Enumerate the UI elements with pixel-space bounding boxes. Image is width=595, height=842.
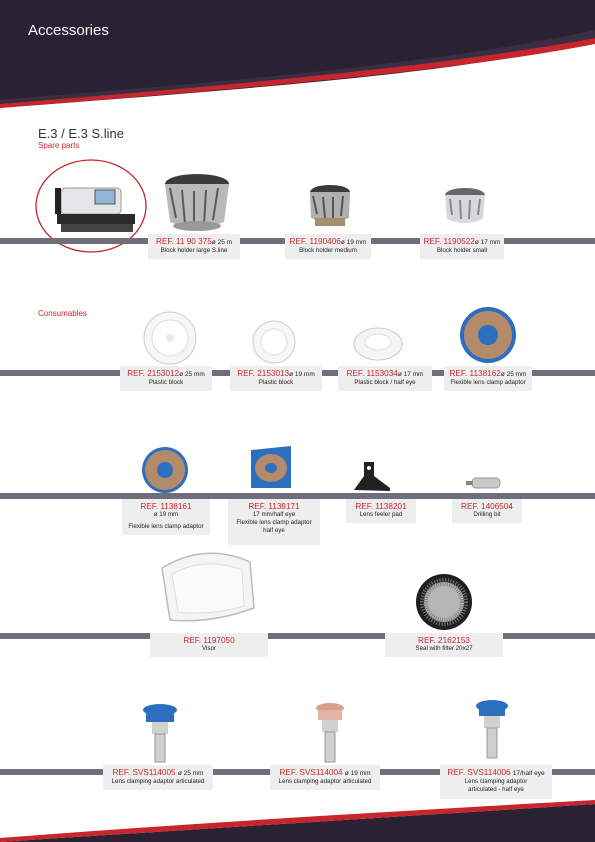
footer-banner (0, 800, 595, 842)
diameter: ø 17 mm (474, 239, 501, 246)
seal-filter-image (414, 572, 474, 632)
ref-number: REF. 1190522 (423, 237, 475, 246)
item-description-2: articulated - half eye (468, 786, 524, 793)
item-description: Seal with filter 20x27 (415, 645, 473, 652)
row-rule-4 (0, 633, 595, 639)
diameter: ø 19 mm (340, 239, 367, 246)
diameter: 17/half eye (512, 770, 545, 777)
block-holder-medium-image (305, 182, 355, 232)
item-description: Flexible lens clamp adaptor (450, 379, 526, 386)
item-card-c4 (444, 366, 532, 391)
item-description: Lens clamping adaptor (464, 778, 528, 785)
diameter: ø 19 mm (289, 371, 315, 378)
page-title: Accessories (28, 22, 109, 39)
ref-number: REF. 1138162 (449, 369, 501, 378)
ref-number: REF. 11 90 375 (155, 237, 212, 246)
item-card-r4b (385, 633, 503, 657)
lens-clamp-articulated-half-eye-image (472, 694, 512, 762)
ref-number: REF. 1197050 (183, 636, 235, 645)
drilling-bit-image (466, 476, 504, 490)
plastic-block-25-image (142, 310, 198, 366)
item-size: ø 19 mm (153, 511, 179, 518)
item-card-sp1 (148, 234, 240, 259)
ref-number: REF. 2153012 (127, 369, 180, 378)
ref-number: REF. SVS114006 (447, 768, 511, 777)
item-card-c2 (230, 366, 322, 391)
item-card-r3d (452, 499, 522, 523)
item-description: Lens clamping adaptor articulated (278, 778, 372, 785)
item-size: 17 mm/half eye (252, 511, 296, 518)
ref-number: REF. 2162153 (418, 636, 470, 645)
diameter: ø 25 mm (500, 371, 527, 378)
flexible-clamp-25-image (458, 305, 518, 365)
ref-number: REF. 1153034 (346, 369, 398, 378)
flexible-clamp-half-eye-image (245, 440, 297, 494)
item-description: Block holder large S.line (160, 247, 228, 254)
ref-number: REF. 1406504 (461, 502, 513, 511)
ref-number: REF. SVS114005 (112, 768, 176, 777)
item-description: Lens clamping adaptor articulated (111, 778, 205, 785)
item-description: Lens feeler pad (359, 511, 403, 518)
item-description: Flexible lens clamp adaptor (128, 523, 204, 530)
section-subtitle: Spare parts (38, 141, 80, 150)
item-card-r4a (150, 633, 268, 657)
item-description: Drilling bit (473, 511, 501, 518)
plastic-block-19-image (250, 318, 298, 366)
item-card-sp2 (285, 234, 371, 259)
item-card-r5a (103, 765, 213, 790)
item-description: Block holder small (436, 247, 488, 254)
section-title (38, 126, 124, 150)
header-banner (0, 0, 595, 110)
lens-clamp-articulated-25-image (140, 698, 180, 766)
diameter: ø 25 m (211, 239, 233, 246)
ref-number: REF. 1138171 (248, 502, 300, 511)
item-card-c3 (338, 366, 432, 391)
item-description: Flexible lens clamp adaptor (236, 519, 312, 526)
lens-clamp-articulated-19-image (310, 698, 350, 766)
item-description: Block holder medium (299, 247, 357, 254)
visor-image (150, 548, 260, 630)
item-description: Plastic block (258, 379, 294, 386)
item-card-r3c (346, 499, 416, 523)
flexible-clamp-19-image (140, 445, 190, 495)
item-description-2: half eye (263, 527, 285, 534)
item-description: Plastic block (148, 379, 184, 386)
diameter: ø 25 mm (177, 770, 204, 777)
section-title-text: E.3 / E.3 S.line (38, 126, 124, 141)
block-holder-small-image (440, 185, 490, 230)
item-card-r5b (270, 765, 380, 790)
diameter: ø 25 mm (179, 371, 205, 378)
item-card-sp3 (420, 234, 504, 259)
ref-number: REF. 2153013 (237, 369, 290, 378)
plastic-block-half-eye-image (352, 322, 404, 364)
item-card-r3b (228, 499, 320, 545)
ref-number: REF. 1190406 (289, 237, 341, 246)
diameter: ø 17 mm (397, 371, 424, 378)
item-card-r3a (122, 499, 210, 535)
item-card-c1 (120, 366, 212, 391)
item-description: Visor (202, 645, 216, 652)
consumables-label: Consumables (38, 309, 87, 318)
ref-number: REF. 1138201 (355, 502, 407, 511)
ref-number: REF. SVS114004 (279, 768, 343, 777)
diameter: ø 19 mm (344, 770, 371, 777)
lens-feeler-pad-image (350, 460, 395, 494)
item-card-r5c (440, 765, 552, 799)
ref-number: REF. 1138161 (140, 502, 192, 511)
block-holder-large-image (160, 170, 235, 232)
item-description: Plastic block / half eye (354, 379, 416, 386)
